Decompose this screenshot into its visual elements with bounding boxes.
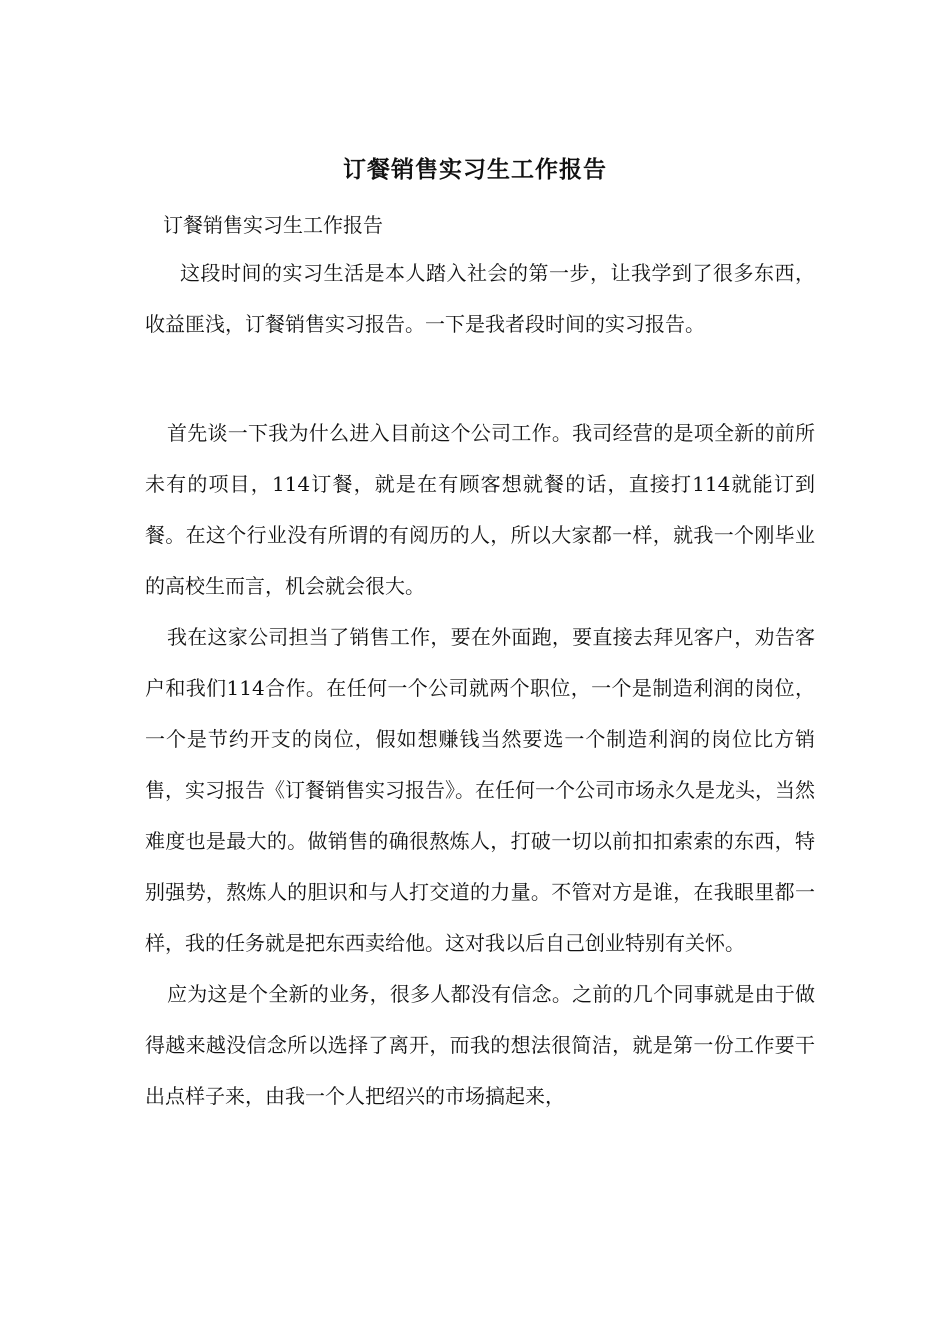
paragraph-why-company: 首先谈一下我为什么进入目前这个公司工作。我司经营的是项全新的前所未有的项目，114订餐，就是在有顾客想就餐的话，直接打114就能订到餐。在这个行业没有所谓的有阅历的人，所以大家都一样，就我一个刚毕业的高校生而言，机会就会很大。 [145,421,815,598]
document-title: 订餐销售实习生工作报告 [343,156,607,183]
document-subtitle: 订餐销售实习生工作报告 [163,213,383,237]
paragraph-sales-role: 我在这家公司担当了销售工作，要在外面跑，要直接去拜见客户，劝告客户和我们114合作。在任何一个公司就两个职位，一个是制造利润的岗位，一个是节约开支的岗位，假如想赚钱当然要选一个制造利润的岗位比方销售，实习报告《订餐销售实习报告》。在任何一个公司市场永久是龙头，当然难度也是最大的。做销售的确很熬炼人，打破一切以前扣扣索索的东西，特别强势，熬炼人的胆识和与人打交道的力量。不管对方是谁，在我眼里都一样，我的任务就是把东西卖给他。这对我以后自己创业特别有关怀。 [145,625,815,955]
document-body [145,205,815,1122]
paragraph-spacer [145,350,815,408]
paragraph-intro: 这段时间的实习生活是本人踏入社会的第一步，让我学到了很多东西，收益匪浅，订餐销售实习报告。一下是我者段时间的实习报告。 [145,261,815,336]
paragraph-new-business: 应为这是个全新的业务，很多人都没有信念。之前的几个同事就是由于做得越来越没信念所以选择了离开，而我的想法很简洁，就是第一份工作要干出点样子来，由我一个人把绍兴的市场搞起来， [145,982,815,1108]
